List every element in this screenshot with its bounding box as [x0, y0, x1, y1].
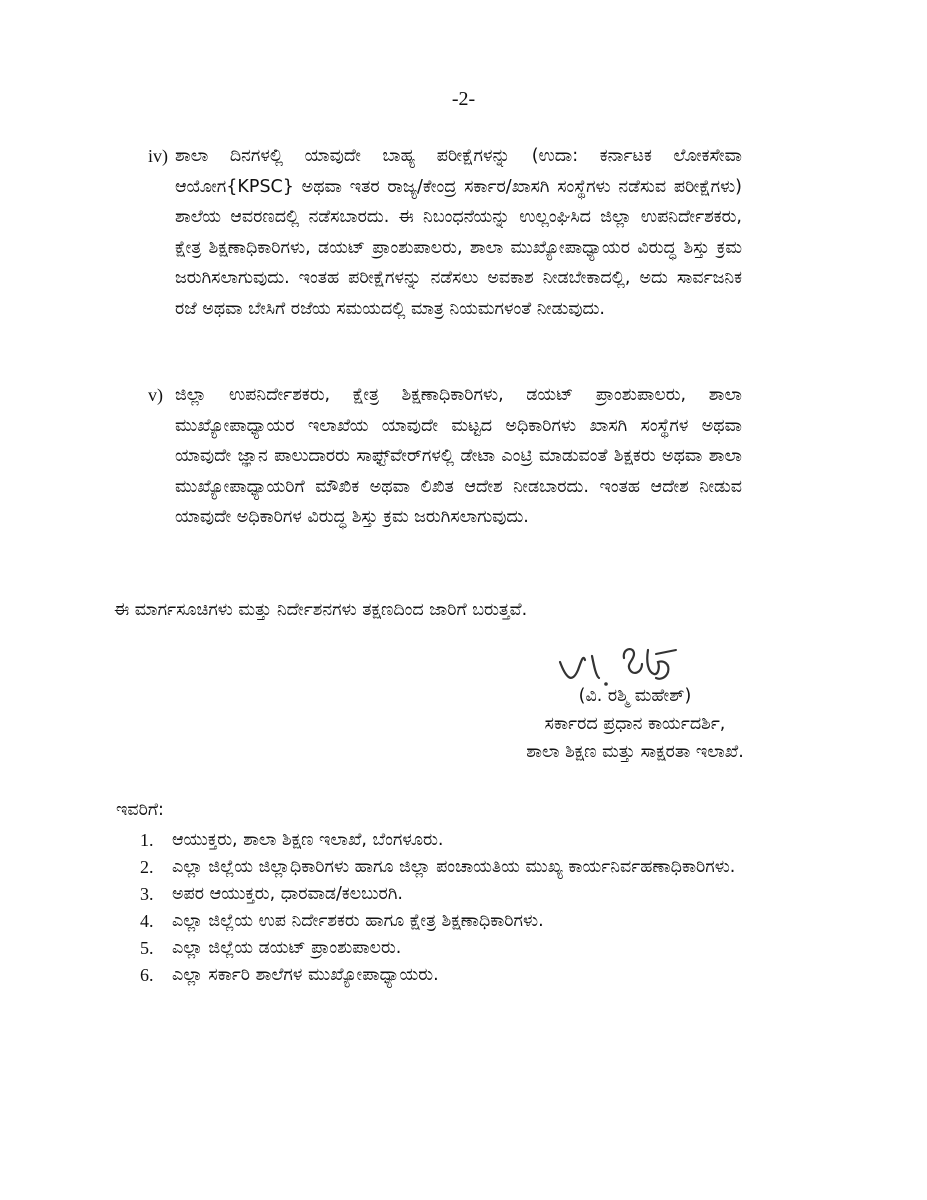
list-item-number: 1.	[140, 830, 154, 850]
recipients-list	[140, 827, 760, 989]
closing-statement: ಈ ಮಾರ್ಗಸೂಚಿಗಳು ಮತ್ತು ನಿರ್ದೇಶನಗಳು ತಕ್ಷಣದಿಂದ ಜಾರಿಗೆ ಬರುತ್ತವೆ.	[114, 600, 528, 620]
list-item-text: ಎಲ್ಲಾ ಸರ್ಕಾರಿ ಶಾಲೆಗಳ ಮುಖ್ಯೋಪಾಧ್ಯಾಯರು.	[172, 965, 439, 985]
list-item	[140, 854, 760, 881]
list-item-text: ಎಲ್ಲಾ ಜಿಲ್ಲೆಯ ಉಪ ನಿರ್ದೇಶಕರು ಹಾಗೂ ಕ್ಷೇತ್ರ ಶಿಕ್ಷಣಾಧಿಕಾರಿಗಳು.	[172, 911, 544, 931]
clause-text: ಜಿಲ್ಲಾ ಉಪನಿರ್ದೇಶಕರು, ಕ್ಷೇತ್ರ ಶಿಕ್ಷಣಾಧಿಕಾರಿಗಳು, ಡಯಟ್ ಪ್ರಾಂಶುಪಾಲರು, ಶಾಲಾ ಮುಖ್ಯೋಪಾಧ್ಯಾಯರ ಇಲಾಖೆಯ ಯಾವುದೇ ಮಟ್ಟದ ಅಧಿಕಾರಿಗಳು ಖಾಸಗಿ ಸಂಸ್ಥೆಗಳ ಅಥವಾ ಯಾವುದೇ ಜ್ಞಾನ ಪಾಲುದಾರರು ಸಾಫ್ಟ್‌ವೇರ್‌ಗಳಲ್ಲಿ ಡೇಟಾ ಎಂಟ್ರಿ ಮಾಡುವಂತೆ ಶಿಕ್ಷಕರು ಅಥವಾ ಶಾಲಾ ಮುಖ್ಯೋಪಾಧ್ಯಾಯರಿಗೆ ಮೌಖಿಕ ಅಥವಾ ಲಿಖಿತ ಆದೇಶ ನೀಡಬಾರದು. ಇಂತಹ ಆದೇಶ ನೀಡುವ ಯಾವುದೇ ಅಧಿಕಾರಿಗಳ ವಿರುದ್ಧ ಶಿಸ್ತು ಕ್ರಮ ಜರುಗಿಸಲಾಗುವುದು.	[175, 385, 742, 527]
list-item	[140, 962, 760, 989]
list-item	[140, 908, 760, 935]
list-item-text: ಅಪರ ಆಯುಕ್ತರು, ಧಾರವಾಡ/ಕಲಬುರಗಿ.	[172, 884, 403, 904]
list-item	[140, 827, 760, 854]
list-item-number: 6.	[140, 965, 154, 985]
signature-block	[470, 640, 800, 775]
list-item-text: ಆಯುಕ್ತರು, ಶಾಲಾ ಶಿಕ್ಷಣ ಇಲಾಖೆ, ಬೆಂಗಳೂರು.	[172, 830, 444, 850]
clause-number: iv)	[148, 146, 168, 166]
list-item	[140, 935, 760, 962]
clause-text: ಶಾಲಾ ದಿನಗಳಲ್ಲಿ ಯಾವುದೇ ಬಾಹ್ಯ ಪರೀಕ್ಷೆಗಳನ್ನು (ಉದಾ: ಕರ್ನಾಟಕ ಲೋಕಸೇವಾ ಆಯೋಗ{KPSC} ಅಥವಾ ಇತರ ರಾಜ್ಯ/ಕೇಂದ್ರ ಸರ್ಕಾರ/ಖಾಸಗಿ ಸಂಸ್ಥೆಗಳು ನಡೆಸುವ ಪರೀಕ್ಷೆಗಳು) ಶಾಲೆಯ ಆವರಣದಲ್ಲಿ ನಡೆಸಬಾರದು. ಈ ನಿಬಂಧನೆಯನ್ನು ಉಲ್ಲಂಘಿಸಿದ ಜಿಲ್ಲಾ ಉಪನಿರ್ದೇಶಕರು, ಕ್ಷೇತ್ರ ಶಿಕ್ಷಣಾಧಿಕಾರಿಗಳು, ಡಯಟ್ ಪ್ರಾಂಶುಪಾಲರು, ಶಾಲಾ ಮುಖ್ಯೋಪಾಧ್ಯಾಯರ ವಿರುದ್ಧ ಶಿಸ್ತು ಕ್ರಮ ಜರುಗಿಸಲಾಗುವುದು. ಇಂತಹ ಪರೀಕ್ಷೆಗಳನ್ನು ನಡೆಸಲು ಅವಕಾಶ ನೀಡಬೇಕಾದಲ್ಲಿ, ಅದು ಸಾರ್ವಜನಿಕ ರಜೆ ಅಥವಾ ಬೇಸಿಗೆ ರಜೆಯ ಸಮಯದಲ್ಲಿ ಮಾತ್ರ ನಿಯಮಗಳಂತೆ ನೀಡುವುದು.	[175, 146, 742, 319]
list-item-text: ಎಲ್ಲಾ ಜಿಲ್ಲೆಯ ಡಯಟ್ ಪ್ರಾಂಶುಪಾಲರು.	[172, 938, 402, 958]
signatory-name: (ವಿ. ರಶ್ಮಿ ಮಹೇಶ್)	[578, 686, 692, 706]
signatory-department: ಶಾಲಾ ಶಿಕ್ಷಣ ಮತ್ತು ಸಾಕ್ಷರತಾ ಇಲಾಖೆ.	[526, 742, 744, 762]
signatory-title: ಸರ್ಕಾರದ ಪ್ರಧಾನ ಕಾರ್ಯದರ್ಶಿ,	[544, 714, 726, 734]
clause-iv	[150, 141, 742, 324]
page-number: -2-	[451, 88, 476, 110]
list-item-number: 2.	[140, 857, 154, 877]
list-item	[140, 881, 760, 908]
list-item-number: 4.	[140, 911, 154, 931]
list-item-text: ಎಲ್ಲಾ ಜಿಲ್ಲೆಯ ಜಿಲ್ಲಾಧಿಕಾರಿಗಳು ಹಾಗೂ ಜಿಲ್ಲಾ ಪಂಚಾಯತಿಯ ಮುಖ್ಯ ಕಾರ್ಯನಿರ್ವಹಣಾಧಿಕಾರಿಗಳು.	[172, 857, 736, 877]
recipients-label: ಇವರಿಗೆ:	[116, 800, 164, 820]
list-item-number: 3.	[140, 884, 154, 904]
clause-number: v)	[148, 385, 163, 405]
clause-v	[150, 380, 742, 533]
list-item-number: 5.	[140, 938, 154, 958]
